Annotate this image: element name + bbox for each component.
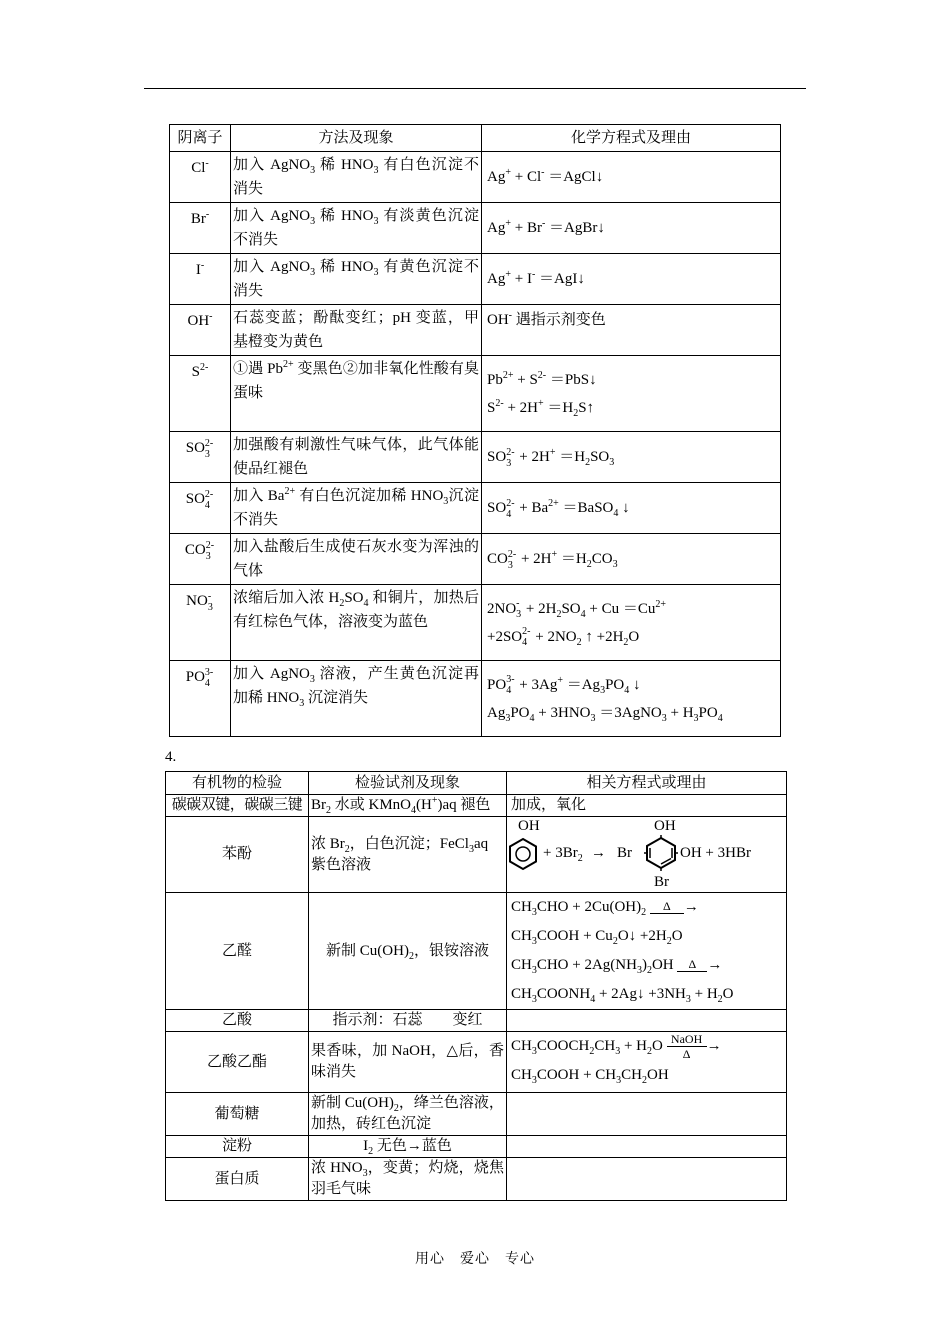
equation-line: $CH_3COOH$ + $Cu_2O↓ +2H_2O$ [511, 928, 683, 947]
column-header: 有机物的检验 [166, 772, 309, 795]
bromine-label: Br [617, 845, 632, 861]
ion-cell: Br- [170, 203, 231, 254]
table-row [170, 585, 781, 661]
table-header-row [166, 772, 787, 795]
equation-line: $CH_3CHO + 2Ag(NH_3)_2OH$ Δ → [511, 957, 723, 976]
heat-condition: Δ [677, 958, 707, 973]
table-row [166, 893, 787, 1010]
equation-cell: OH- 遇指示剂变色 [482, 305, 781, 356]
table-row [170, 254, 781, 305]
equation-cell [507, 1032, 787, 1093]
equation-cell [482, 661, 781, 737]
table-row [166, 817, 787, 893]
reagent-cell: 指示剂：石蕊 变红 [309, 1010, 507, 1032]
phenol-structure-icon [508, 837, 538, 871]
heat-condition: Δ [650, 900, 684, 915]
reagent-cell: $Br_2$ 水或 KMnO$_4$(H+)aq 褪色 [309, 795, 507, 817]
table-row [170, 483, 781, 534]
method-cell: ①遇 $Pb^{2+}$ 变黑色②加非氧化性酸有臭蛋味 [231, 356, 482, 432]
equation-cell: CO 2- 3 + $2H^+ =H_2CO_3$ [482, 534, 781, 585]
table-row [166, 1032, 787, 1093]
table-row [170, 152, 781, 203]
method-cell: 加入盐酸后生成使石灰水变为浑浊的气体 [231, 534, 482, 585]
ion-cell: Cl- [170, 152, 231, 203]
method-cell: 加强酸有刺激性气味气体，此气体能使品红褪色 [231, 432, 482, 483]
anion-test-table [169, 124, 781, 737]
compound-cell: 乙酸 [166, 1010, 309, 1032]
ion-cell: CO 2- 3 [170, 534, 231, 585]
table-row [170, 356, 781, 432]
equation-cell: SO 2- 3 + $2H^+ =H_2SO_3$ [482, 432, 781, 483]
equation-line: $S^{2-} + 2H^+$ $=H_2S↑$ [487, 397, 595, 419]
method-cell: 石蕊变蓝；酚酞变红；pH 变蓝，甲基橙变为黄色 [231, 305, 482, 356]
table-row [166, 795, 787, 817]
organic-test-table [165, 771, 787, 1201]
compound-cell: 苯酚 [166, 817, 309, 893]
method-cell: 加入 AgNO$_3$ 稀 $HNO_3$ 有白色沉淀不消失 [231, 152, 482, 203]
table-row [170, 432, 781, 483]
column-header: 相关方程式或理由 [507, 772, 787, 795]
product-text: OH + 3HBr [680, 845, 751, 861]
ion-cell: $S^{2-}$ [170, 356, 231, 432]
table-row [166, 1010, 787, 1032]
ion-cell: SO 2- 4 [170, 483, 231, 534]
reaction-condition: NaOH Δ [667, 1033, 707, 1060]
ion-cell: PO 3- 4 [170, 661, 231, 737]
compound-cell: 蛋白质 [166, 1158, 309, 1201]
table-row [170, 203, 781, 254]
section-number: 4. [165, 749, 177, 765]
equation-line: PO 3- 4 + $3Ag^+ =Ag_3PO_4$ ↓ [487, 674, 641, 697]
method-cell: 加入 AgNO$_3$ 稀 $HNO_3$ 有淡黄色沉淀不消失 [231, 203, 482, 254]
ion-cell: SO 2- 3 [170, 432, 231, 483]
equation-cell [507, 1136, 787, 1158]
equation-cell [507, 1093, 787, 1136]
equation-cell [507, 1158, 787, 1201]
table-row [166, 1136, 787, 1158]
equation-cell: Ag+ + I- ＝AgI↓ [482, 254, 781, 305]
header-rule [144, 88, 806, 89]
column-header: 方法及现象 [231, 125, 482, 152]
method-cell: 加入 AgNO$_3$ 溶液，产生黄色沉淀再加稀 $HNO_3$ 沉淀消失 [231, 661, 482, 737]
table-row [166, 1158, 787, 1201]
equation-line: $CH_3CHO + 2Cu(OH)_2$ Δ → [511, 899, 699, 918]
compound-cell: 葡萄糖 [166, 1093, 309, 1136]
compound-cell: 乙醛 [166, 893, 309, 1010]
table-row [170, 661, 781, 737]
hydroxyl-label: OH [654, 818, 676, 834]
equation-line: 2NO - 3 + $2H_2SO_4 + Cu =Cu^{2+}$ [487, 598, 667, 621]
equation-line: $CH_3COOH + CH_3CH_2OH$ [511, 1067, 669, 1086]
reagent-cell: $I_2$ 无色→蓝色 [309, 1136, 507, 1158]
equation-line: $CH_3COOCH_2CH_3 + H_2O$ NaOH Δ→ [511, 1032, 722, 1062]
table-row [170, 305, 781, 356]
ion-cell: NO - 3 [170, 585, 231, 661]
equation-cell [482, 356, 781, 432]
compound-cell: 碳碳双键，碳碳三键 [166, 795, 309, 817]
tribromophenol-structure-icon [644, 835, 678, 871]
reagent-cell: 新制 $Cu(OH)_2$，绛兰色溶液，加热，砖红色沉淀 [309, 1093, 507, 1136]
column-header: 检验试剂及现象 [309, 772, 507, 795]
equation-cell: 加成，氧化 [507, 795, 787, 817]
table-row [170, 534, 781, 585]
bromine-label: Br [654, 874, 669, 890]
column-header: 阴离子 [170, 125, 231, 152]
reagent-cell: 浓 $HNO_3$，变黄；灼烧，烧焦羽毛气味 [309, 1158, 507, 1201]
reagent-cell: 果香味，加 NaOH，△后，香味消失 [309, 1032, 507, 1093]
table-row [166, 1093, 787, 1136]
ion-cell: OH- [170, 305, 231, 356]
equation-cell [507, 893, 787, 1010]
table-header-row [170, 125, 781, 152]
equation-cell [507, 817, 787, 893]
equation-line: +2SO 2- 4 + $2NO_2$ ↑ $+2H_2O$ [487, 626, 640, 649]
ion-cell: I- [170, 254, 231, 305]
equation-cell: Ag+ + Cl- ＝AgCl↓ [482, 152, 781, 203]
equation-cell [482, 585, 781, 661]
equation-cell: Ag+ + Br- ＝AgBr↓ [482, 203, 781, 254]
method-cell: 加入 $Ba^{2+}$ 有白色沉淀加稀 $HNO_3$沉淀不消失 [231, 483, 482, 534]
equation-line: $Ag_3PO_4 + 3HNO_3$ ＝3AgNO$_3$ + $H_3PO_4$ [487, 704, 723, 724]
reagent-cell: 新制 $Cu(OH)_2$，银铵溶液 [309, 893, 507, 1010]
hydroxyl-label: OH [518, 818, 540, 834]
equation-line: $Pb^{2+} + S^{2-}$ ＝PbS↓ [487, 369, 597, 388]
page-footer: 用心 爱心 专心 [415, 1252, 535, 1267]
column-header: 化学方程式及理由 [482, 125, 781, 152]
reagent-text: + $3Br_2$ [543, 845, 583, 864]
reaction-arrow-icon: → [591, 845, 606, 861]
method-cell: 浓缩后加入浓 $H_2SO_4$ 和铜片，加热后有红棕色气体，溶液变为蓝色 [231, 585, 482, 661]
compound-cell: 乙酸乙酯 [166, 1032, 309, 1093]
equation-cell: SO 2- 4 + $Ba^{2+}$ ＝BaSO$_4$ ↓ [482, 483, 781, 534]
compound-cell: 淀粉 [166, 1136, 309, 1158]
equation-line: $CH_3COONH_4$ + 2Ag↓ $+3NH_3 + H_2O$ [511, 986, 734, 1005]
equation-cell [507, 1010, 787, 1032]
method-cell: 加入 AgNO$_3$ 稀 $HNO_3$ 有黄色沉淀不消失 [231, 254, 482, 305]
reagent-cell: 浓 $Br_2$，白色沉淀；FeCl$_3$aq 紫色溶液 [309, 817, 507, 893]
